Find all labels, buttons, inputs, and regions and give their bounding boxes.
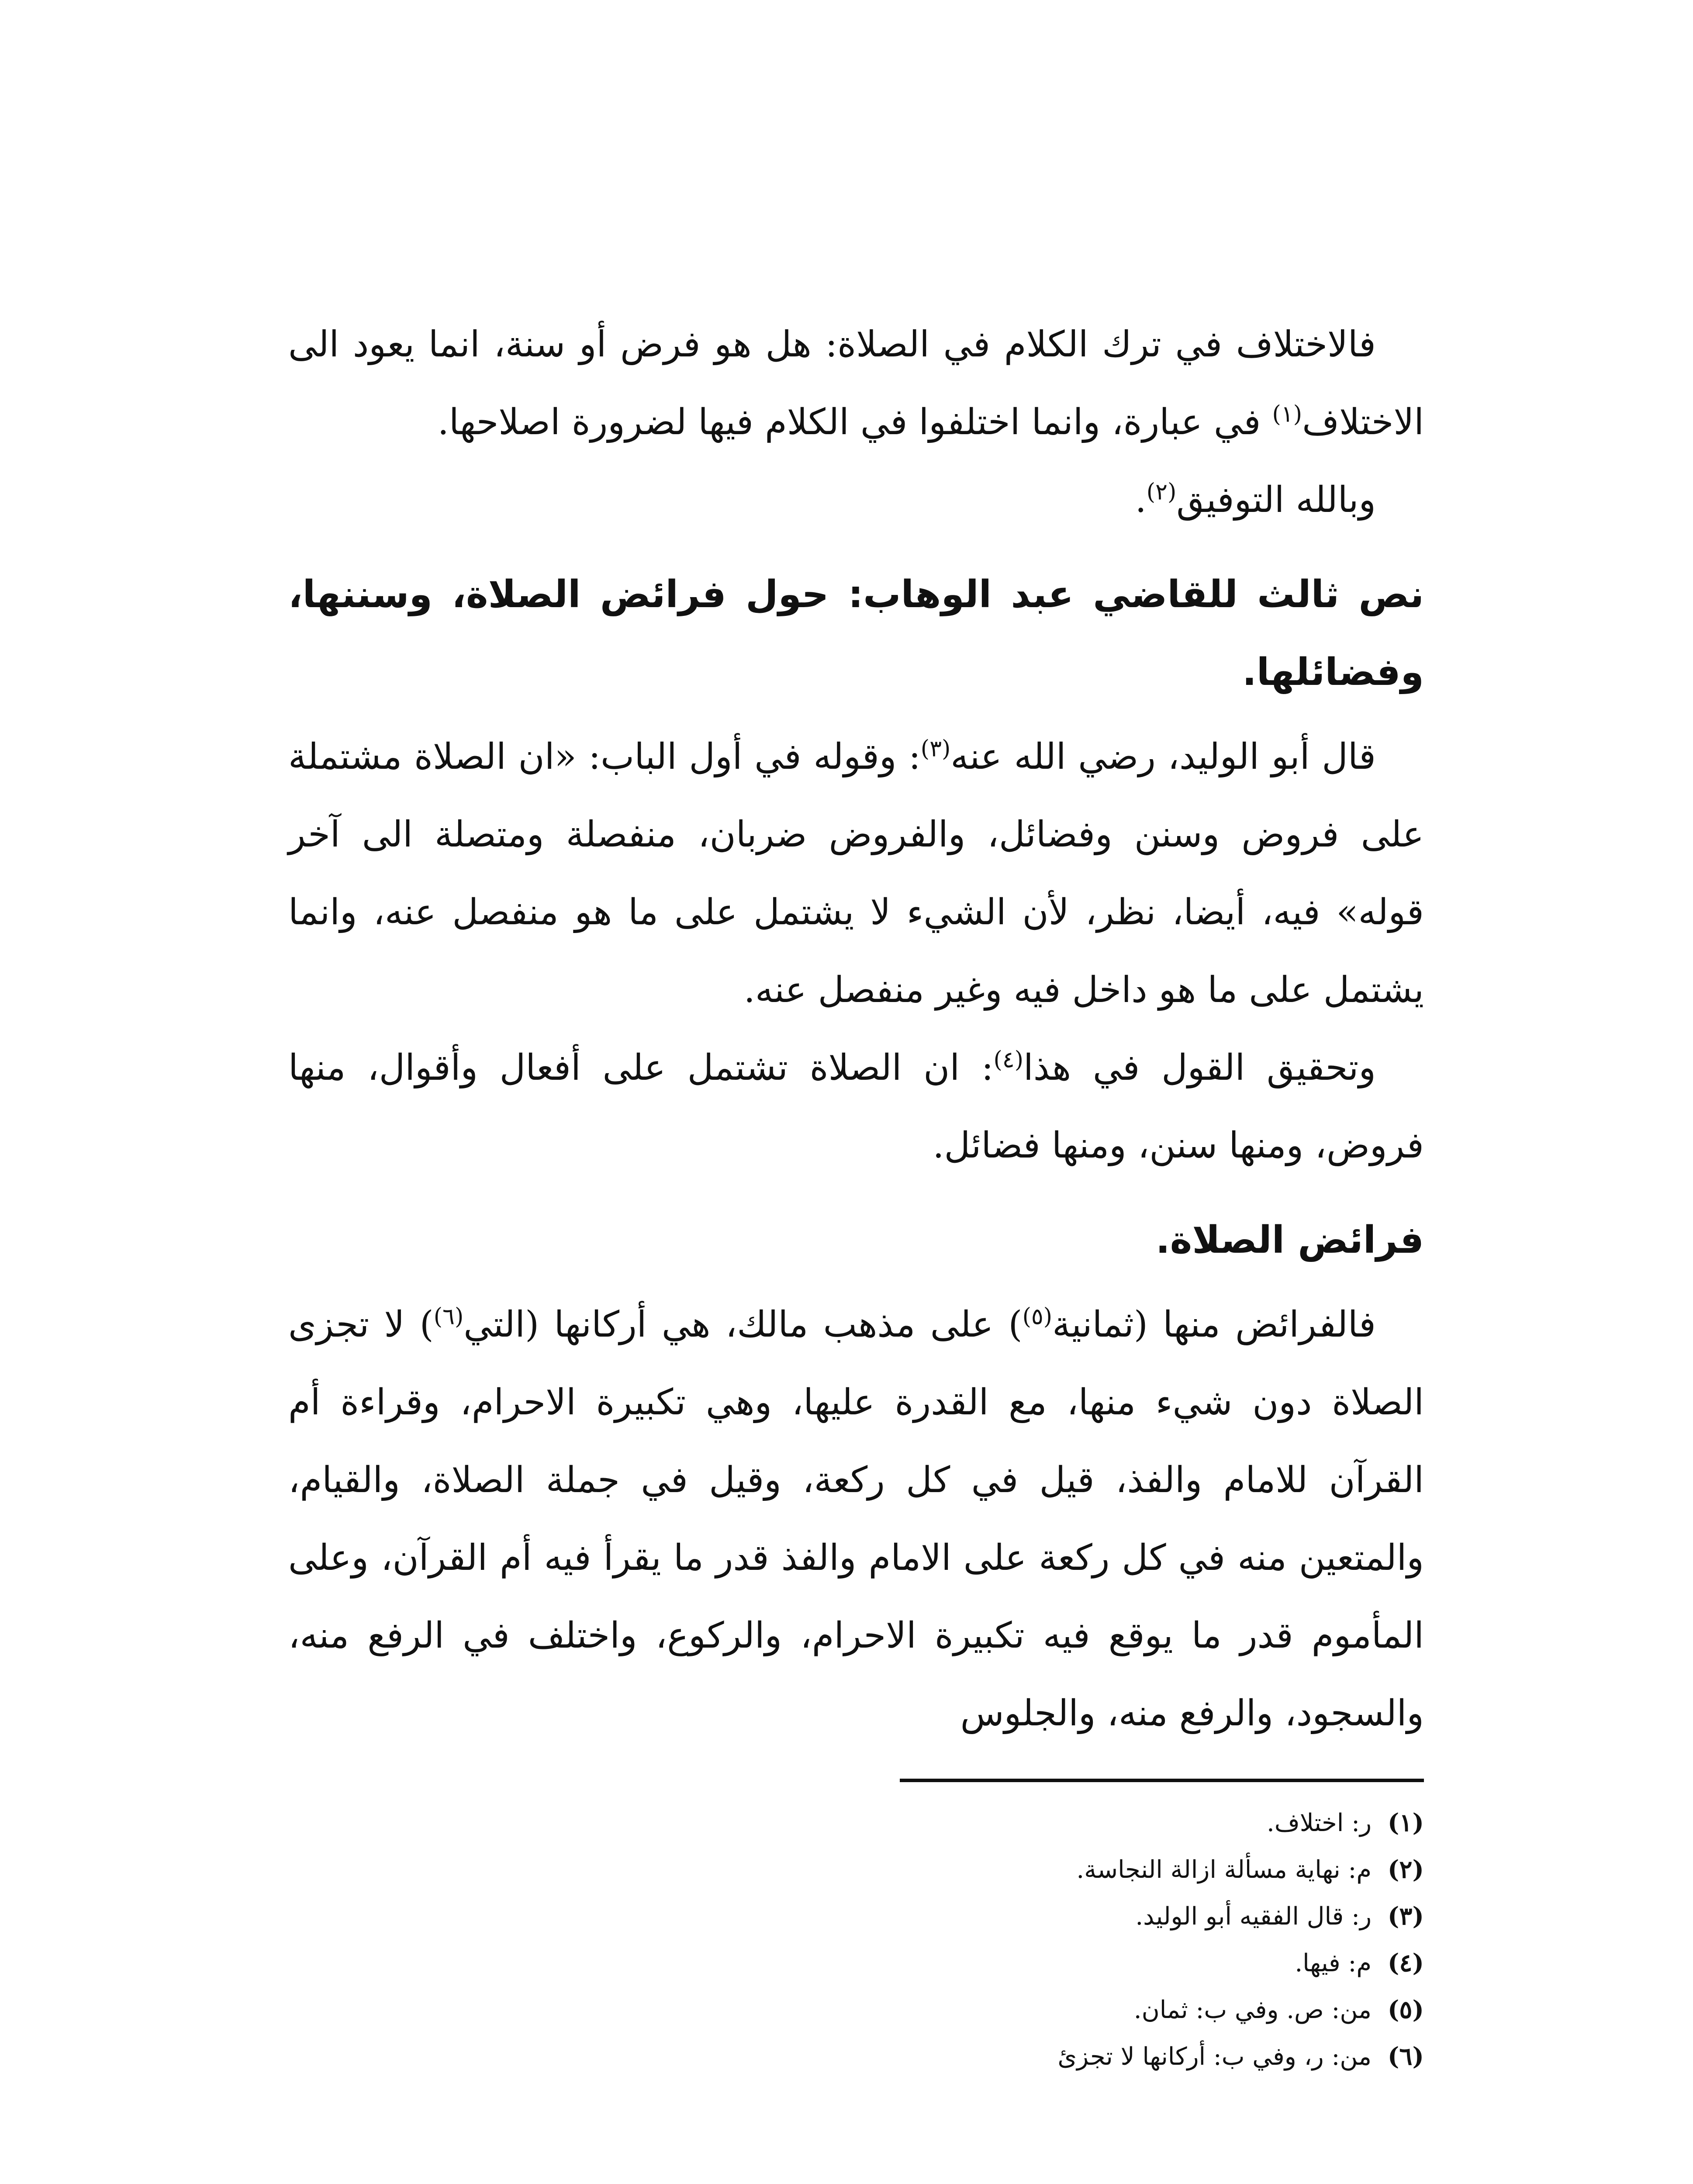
footnote-number: (٥) bbox=[1387, 1995, 1424, 2024]
paragraph-3 bbox=[288, 718, 1424, 1029]
paragraph-3-text-a: قال أبو الوليد، رضي الله عنه bbox=[950, 736, 1376, 778]
footnote-ref-2: (٢) bbox=[1146, 479, 1177, 505]
footnote-item bbox=[288, 1940, 1424, 1987]
footnote-number: (٤) bbox=[1387, 1949, 1424, 1977]
paragraph-4-text-b: : ان الصلاة تشتمل على أفعال وأقوال، منها فروض، ومنها سنن، ومنها فضائل. bbox=[288, 1047, 1424, 1166]
section-heading-1: نص ثالث للقاضي عبد الوهاب: حول فرائض الصلاة، وسننها، وفضائلها. bbox=[288, 573, 1424, 694]
footnote-text: م: فيها. bbox=[1295, 1949, 1372, 1977]
footnote-number: (٢) bbox=[1387, 1855, 1424, 1884]
footnote-text: م: نهاية مسألة ازالة النجاسة. bbox=[1076, 1856, 1372, 1884]
paragraph-5-text-c: ) لا تجزى الصلاة دون شيء منها، مع القدرة عليها، وهي تكبيرة الاحرام، وقراءة أم القرآن للامام والفذ، قيل في كل ركعة، وقيل في جملة الصلاة، والقيام، والمتعين منه في كل ركعة على الامام والفذ قدر ما يقرأ فيه أم القرآن، وعلى المأموم قدر ما يوقع فيه تكبيرة الاحرام، والركوع، واختلف في الرفع منه، والسجود، والرفع منه، والجلوس bbox=[288, 1304, 1424, 1734]
footnote-number: (١) bbox=[1387, 1808, 1424, 1837]
footnote-ref-3: (٣) bbox=[920, 736, 951, 762]
paragraph-5 bbox=[288, 1286, 1424, 1752]
footnote-item bbox=[288, 1893, 1424, 1940]
section-heading-2: فرائض الصلاة. bbox=[1155, 1218, 1424, 1262]
footnote-text: ر: اختلاف. bbox=[1266, 1809, 1372, 1837]
footnote-text: من: ص. وفي ب: ثمان. bbox=[1133, 1996, 1372, 2024]
paragraph-2 bbox=[288, 461, 1424, 539]
footnote-ref-1: (١) bbox=[1272, 401, 1303, 428]
page-body bbox=[288, 306, 1424, 2080]
paragraph-3-text-b: : وقوله في أول الباب: «ان الصلاة مشتملة على فروض وسنن وفضائل، والفروض ضربان، منفصلة ومتصلة الى آخر قوله» فيه، أيضا، نظر، لأن الشيء لا يشتمل على ما هو منفصل عنه، وانما يشتمل على ما هو داخل فيه وغير منفصل عنه. bbox=[288, 736, 1424, 1011]
footnote-text: ر: قال الفقيه أبو الوليد. bbox=[1135, 1902, 1372, 1931]
paragraph-2-text-a: وبالله التوفيق bbox=[1176, 479, 1376, 521]
footnote-item bbox=[288, 1987, 1424, 2033]
footnote-text: من: ر، وفي ب: أركانها لا تجزئ bbox=[1057, 2042, 1372, 2071]
footnote-number: (٦) bbox=[1387, 2042, 1424, 2071]
footnote-ref-5: (٥) bbox=[1022, 1303, 1053, 1330]
paragraph-4-text-a: وتحقيق القول في هذا bbox=[1023, 1047, 1376, 1089]
paragraph-1-text-b: في عبارة، وانما اختلفوا في الكلام فيها لضرورة اصلاحها. bbox=[437, 401, 1272, 443]
footnote-item bbox=[288, 2033, 1424, 2080]
paragraph-2-text-b: . bbox=[1135, 479, 1147, 521]
footnote-item bbox=[288, 1800, 1424, 1846]
footnote-ref-4: (٤) bbox=[993, 1047, 1024, 1073]
paragraph-5-text-b: ) على مذهب مالك، هي أركانها (التي bbox=[463, 1304, 1023, 1345]
footnote-item bbox=[288, 1846, 1424, 1893]
paragraph-1 bbox=[288, 306, 1424, 461]
footnotes bbox=[288, 1800, 1424, 2080]
footnote-ref-6: (٦) bbox=[433, 1303, 464, 1330]
footnote-divider bbox=[900, 1779, 1424, 1782]
footnote-number: (٣) bbox=[1387, 1902, 1424, 1931]
paragraph-5-text-a: فالفرائض منها (ثمانية bbox=[1052, 1304, 1376, 1345]
paragraph-4 bbox=[288, 1029, 1424, 1185]
paragraph-1-text-a: فالاختلاف في ترك الكلام في الصلاة: هل هو فرض أو سنة، انما يعود الى الاختلاف bbox=[288, 324, 1424, 443]
